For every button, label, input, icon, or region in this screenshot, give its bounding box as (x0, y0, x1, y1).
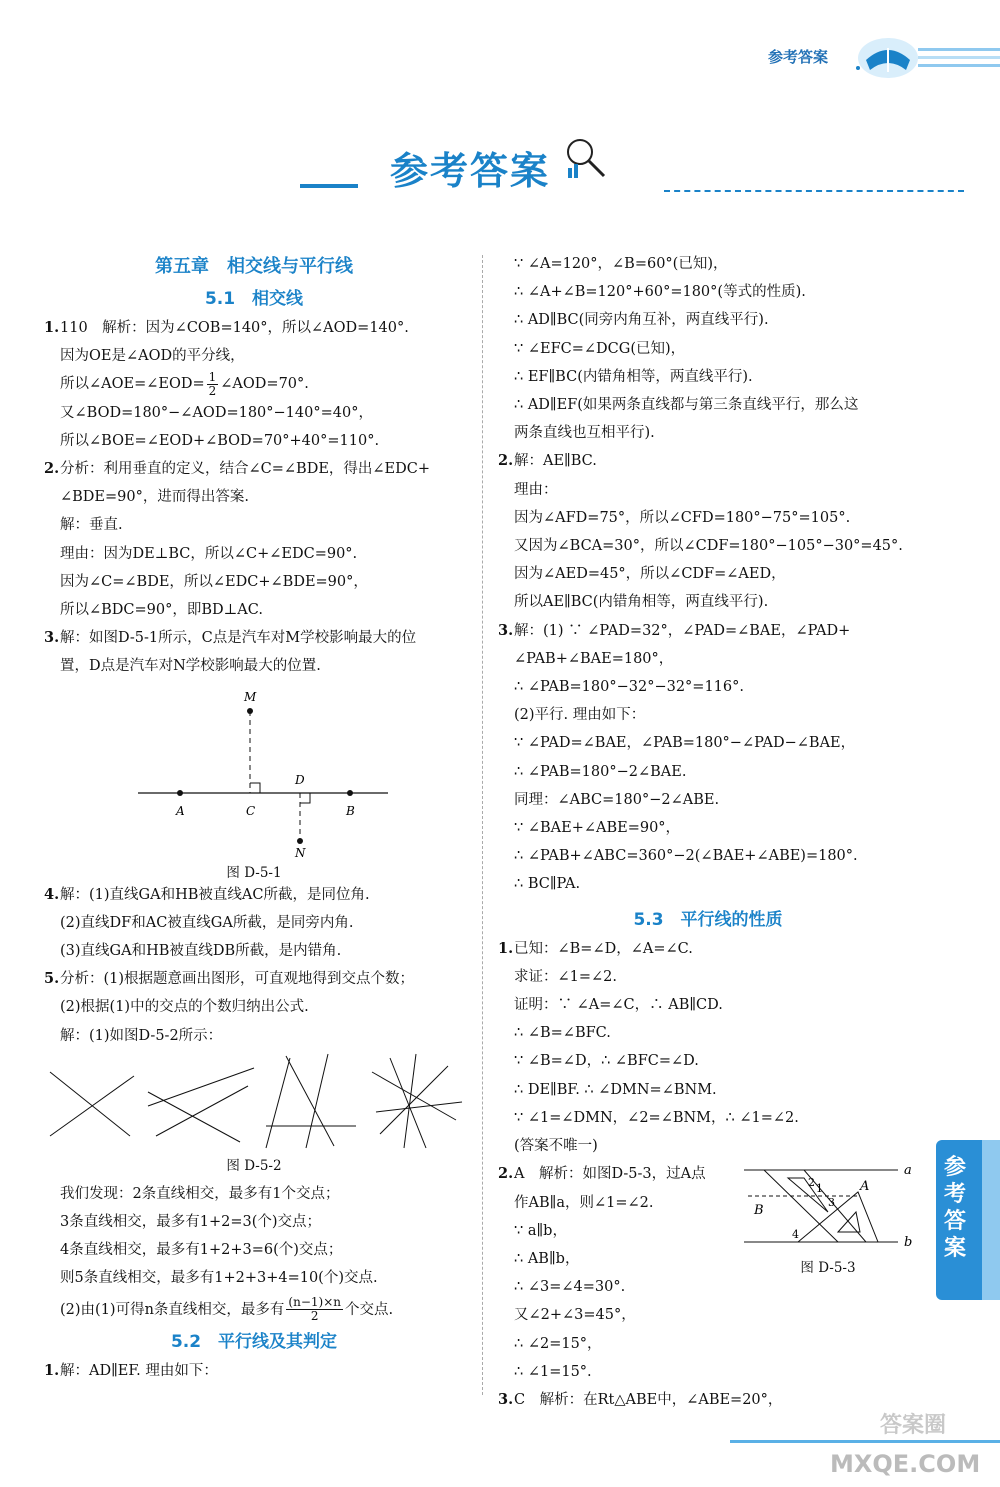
item-number: 1. (44, 319, 60, 336)
fig3-label-b: b (904, 1235, 913, 1251)
line-text: 作AB∥a，则∠1=∠2. (514, 1194, 654, 1211)
line-text: 求证：∠1=∠2. (514, 968, 618, 985)
text-line (498, 842, 918, 870)
header-tag: 参考答案 (768, 48, 829, 66)
title-underline (300, 184, 358, 188)
line-text: 解：(1)如图D-5-2所示： (60, 1027, 223, 1044)
footer-bar (730, 1440, 1000, 1443)
line-text: 又因为∠BCA=30°，所以∠CDF=180°−105°−30°=45°. (514, 538, 903, 555)
line-text: ∴ ∠PAB+∠ABC=360°−2(∠BAE+∠ABE)=180°. (514, 848, 858, 865)
figure-d-5-1-graphic (44, 681, 464, 857)
fraction-2 (286, 1296, 343, 1323)
line-text: 因为OE是∠AOD的平分线， (60, 348, 245, 365)
fraction-line (44, 370, 464, 398)
fraction-line-2 (44, 1293, 464, 1327)
line-text: 两条直线也互相平行). (514, 425, 655, 442)
line-text: ∴ ∠PAB=180°−32°−32°=116°. (514, 679, 744, 696)
line-text: 解：如图D-5-1所示，C点是汽车对M学校影响最大的位 (60, 630, 417, 647)
left-lines-c (44, 881, 464, 1050)
left-lines-e (44, 1357, 464, 1385)
text-line (498, 617, 918, 645)
item-number: 3. (498, 621, 514, 639)
page-title: 参考答案 (390, 149, 551, 193)
text-line (498, 935, 918, 963)
left-lines-b (44, 399, 464, 681)
item-number: 2. (498, 1165, 514, 1183)
fig1-label-A: A (176, 803, 185, 818)
text-line (498, 1019, 918, 1047)
frac2-before: (2)由(1)可得n条直线相交，最多有 (60, 1301, 285, 1318)
frac2-num: (n−1)×n (288, 1295, 341, 1310)
text-line (498, 1330, 918, 1358)
item-number: 5. (44, 970, 60, 988)
text-line (44, 965, 464, 993)
line-text: 证明：∵ ∠A=∠C，∴ AB∥CD. (514, 997, 723, 1014)
line-text: 分析：(1)根据题意画出图形，可直观地得到交点个数； (60, 971, 415, 988)
line-text: 3条直线相交，最多有1+2=3(个)交点； (60, 1214, 322, 1231)
line-text: ∴ ∠1=15°. (514, 1363, 592, 1380)
text-line (44, 881, 464, 909)
line-text: (答案不唯一) (514, 1138, 598, 1155)
figure-d-5-3-graphic (738, 1162, 918, 1252)
text-line (44, 399, 464, 427)
section-title-5-3: 5.3 平行线的性质 (633, 909, 783, 930)
title-dashed-line (664, 190, 964, 192)
line-text: 解：(1)直线GA和HB被直线AC所截，是同位角. (60, 886, 370, 903)
line-text: ∵ ∠A=120°，∠B=60°(已知)， (514, 256, 728, 272)
line-text: 同理：∠ABC=180°−2∠ABE. (514, 791, 720, 808)
fig3-label-A: A (860, 1179, 870, 1195)
line-text: ∵ ∠B=∠D，∴ ∠BFC=∠D. (514, 1053, 699, 1070)
figure-d-5-2 (44, 1050, 464, 1180)
line-text: ∵ ∠BAE+∠ABE=90°， (514, 820, 681, 837)
line-text: 解：AD∥EF. 理由如下： (60, 1362, 218, 1379)
section-title-5-2: 5.2 平行线及其判定 (170, 1331, 338, 1352)
text-line (44, 909, 464, 937)
line-text: (2)直线DF和AC被直线GA所截，是同旁内角. (60, 914, 354, 931)
line-text: 分析：利用垂直的定义，结合∠C=∠BDE，得出∠EDC+ (60, 461, 431, 478)
fig3-label-4: 4 (792, 1228, 799, 1242)
item-number: 4. (44, 885, 60, 903)
text-line (44, 993, 464, 1021)
text-line (44, 624, 464, 652)
line-text: (3)直线GA和HB被直线DB所截，是内错角. (60, 943, 342, 960)
line-text: 理由： (514, 481, 558, 498)
fraction (207, 371, 219, 398)
text-line (44, 937, 464, 965)
fig3-label-B: B (754, 1203, 764, 1219)
fig3-label-1: 1 (816, 1182, 823, 1196)
text-line (44, 596, 464, 624)
text-line (498, 504, 918, 532)
line-text: ∴ AD∥BC(同旁内角互补，两直线平行). (514, 312, 769, 329)
line-text: ∴ AB∥b， (514, 1250, 580, 1267)
line-text: C 解析：在Rt△ABE中，∠ABE=20°， (514, 1391, 783, 1408)
text-line (44, 1236, 464, 1264)
line-text: A 解析：如图D-5-3，过A点 (514, 1166, 706, 1183)
line-text: ∠PAB+∠BAE=180°， (514, 650, 674, 667)
line-text: 已知：∠B=∠D，∠A=∠C. (514, 940, 693, 957)
fig1-label-B: B (346, 803, 355, 818)
text-line (44, 1208, 464, 1236)
text-line (44, 1022, 464, 1050)
text-line (498, 645, 918, 673)
frac-before: 所以∠AOE=∠EOD= (60, 376, 205, 393)
text-line (498, 391, 918, 419)
fig1-label-M: M (244, 689, 257, 704)
text-line (498, 991, 918, 1019)
fig1-label-N: N (295, 845, 306, 857)
line-text: 所以∠BOE=∠EOD+∠BOD=70°+40°=110°. (60, 432, 380, 449)
line-text: 则5条直线相交，最多有1+2+3+4=10(个)交点. (60, 1270, 378, 1287)
right-lines-a (498, 250, 918, 899)
line-text: 110 解析：因为∠COB=140°，所以∠AOD=140°. (60, 320, 409, 336)
fig1-label-C: C (246, 803, 256, 818)
section-title-5-1: 5.1 相交线 (204, 289, 304, 309)
text-line (498, 1386, 918, 1414)
frac2-after: 个交点. (345, 1301, 394, 1318)
line-text: 又∠2+∠3=45°， (514, 1307, 636, 1324)
left-lines-d (44, 1180, 464, 1293)
line-text: ∴ ∠3=∠4=30°. (514, 1279, 626, 1296)
watermark-top: 答案圈 (880, 1413, 947, 1438)
frac-after: ∠AOD=70°. (220, 376, 309, 393)
line-text: 解：AE∥BC. (514, 453, 597, 470)
text-line (498, 1076, 918, 1104)
line-text: 因为∠AFD=75°，所以∠CFD=180°−75°=105°. (514, 509, 851, 526)
page-title-block (300, 140, 670, 200)
problem-2-block (498, 1160, 918, 1414)
text-line (498, 729, 918, 757)
right-column (498, 250, 918, 1414)
text-line (44, 511, 464, 539)
figure-d-5-1 (44, 681, 464, 881)
text-line (44, 1180, 464, 1208)
item-number: 1. (498, 939, 514, 957)
item-number: 1. (44, 1361, 60, 1379)
figure-d-5-2-caption: 图 D-5-2 (226, 1157, 282, 1174)
left-column (44, 250, 464, 1385)
line-text: 所以AE∥BC(内错角相等，两直线平行). (514, 594, 769, 611)
line-text: ∴ ∠2=15°， (514, 1335, 602, 1352)
right-lines-b (498, 935, 918, 1161)
fig3-label-a: a (904, 1163, 912, 1179)
text-line (498, 673, 918, 701)
frac-num: 1 (208, 369, 217, 384)
line-text: ∴ DE∥BF. ∴ ∠DMN=∠BNM. (514, 1081, 717, 1098)
frac-den: 2 (208, 383, 217, 398)
text-line (498, 363, 918, 391)
text-line (498, 1047, 918, 1075)
left-lines-a (44, 314, 464, 370)
line-text: ∴ EF∥BC(内错角相等，两直线平行). (514, 368, 753, 385)
text-line (44, 427, 464, 455)
text-line (498, 306, 918, 334)
text-line (498, 532, 918, 560)
text-line (44, 1264, 464, 1292)
line-text: 又∠BOD=180°−∠AOD=180°−140°=40°， (60, 404, 373, 421)
text-line (44, 455, 464, 483)
line-text: 所以∠BDC=90°，即BD⊥AC. (60, 602, 263, 619)
figure-d-5-3 (738, 1162, 918, 1280)
column-divider (482, 255, 483, 1395)
watermark-bottom: MXQE.COM (830, 1450, 981, 1478)
item-number: 2. (44, 460, 60, 478)
figure-d-5-1-caption: 图 D-5-1 (226, 864, 282, 881)
line-text: 解：(1) ∵ ∠PAD=32°，∠PAD=∠BAE，∠PAD+ (514, 622, 851, 639)
frac2-den: 2 (310, 1309, 319, 1324)
text-line (498, 1358, 918, 1386)
item-number: 3. (498, 1390, 514, 1408)
line-text: (2)平行. 理由如下： (514, 707, 646, 724)
line-text: 我们发现：2条直线相交，最多有1个交点； (60, 1185, 340, 1202)
line-text: ∴ BC∥PA. (514, 876, 581, 893)
text-line (44, 652, 464, 680)
text-line (498, 701, 918, 729)
text-line (498, 963, 918, 991)
text-line (498, 419, 918, 447)
line-text: 置，D点是汽车对N学校影响最大的位置. (60, 658, 321, 675)
text-line (498, 335, 918, 363)
line-text: (2)根据(1)中的交点的个数归纳出公式. (60, 999, 309, 1016)
text-line (44, 540, 464, 568)
text-line (498, 1301, 918, 1329)
text-line (498, 447, 918, 475)
text-line (498, 1104, 918, 1132)
fig3-label-3: 3 (828, 1196, 835, 1210)
line-text: ∵ ∠1=∠DMN，∠2=∠BNM，∴ ∠1=∠2. (514, 1109, 799, 1126)
text-line (44, 483, 464, 511)
fig1-label-D: D (295, 772, 305, 787)
figure-d-5-3-caption: 图 D-5-3 (800, 1260, 856, 1277)
side-tab-label: 参考答案 (944, 1155, 967, 1261)
text-line (498, 814, 918, 842)
item-number: 3. (44, 629, 60, 647)
line-text: 因为∠C=∠BDE，所以∠EDC+∠BDE=90°， (60, 573, 368, 590)
chapter-title: 第五章 相交线与平行线 (155, 256, 353, 277)
line-text: 4条直线相交，最多有1+2+3=6(个)交点； (60, 1242, 343, 1259)
line-text: ∴ AD∥EF(如果两条直线都与第三条直线平行，那么这 (514, 397, 859, 414)
line-text: ∵ a∥b， (514, 1222, 567, 1239)
line-text: ∴ ∠A+∠B=120°+60°=180°(等式的性质). (514, 284, 806, 301)
text-line (44, 314, 464, 342)
line-text: ∵ ∠PAD=∠BAE，∠PAB=180°−∠PAD−∠BAE， (514, 735, 856, 752)
text-line (498, 476, 918, 504)
item-number: 2. (498, 452, 514, 470)
line-text: ∴ ∠B=∠BFC. (514, 1025, 611, 1042)
text-line (498, 870, 918, 898)
text-line (498, 1132, 918, 1160)
text-line (44, 342, 464, 370)
text-line (498, 560, 918, 588)
fig3-label-2: 2 (808, 1176, 815, 1190)
text-line (498, 250, 918, 278)
magnifier-icon (560, 134, 610, 184)
text-line (498, 588, 918, 616)
line-text: 解：垂直. (60, 517, 123, 534)
text-line (44, 1357, 464, 1385)
line-text: ∵ ∠EFC=∠DCG(已知)， (514, 340, 686, 357)
line-text: 理由：因为DE⊥BC，所以∠C+∠EDC=90°. (60, 545, 358, 562)
text-line (498, 758, 918, 786)
line-text: 因为∠AED=45°，所以∠CDF=∠AED， (514, 566, 786, 583)
line-text: ∠BDE=90°，进而得出答案. (60, 489, 249, 506)
figure-d-5-2-graphic (44, 1050, 464, 1150)
text-line (498, 278, 918, 306)
header-book-icon (848, 30, 1000, 82)
side-strip (982, 1140, 1000, 1300)
text-line (44, 568, 464, 596)
line-text: ∴ ∠PAB=180°−2∠BAE. (514, 763, 687, 780)
text-line (498, 786, 918, 814)
